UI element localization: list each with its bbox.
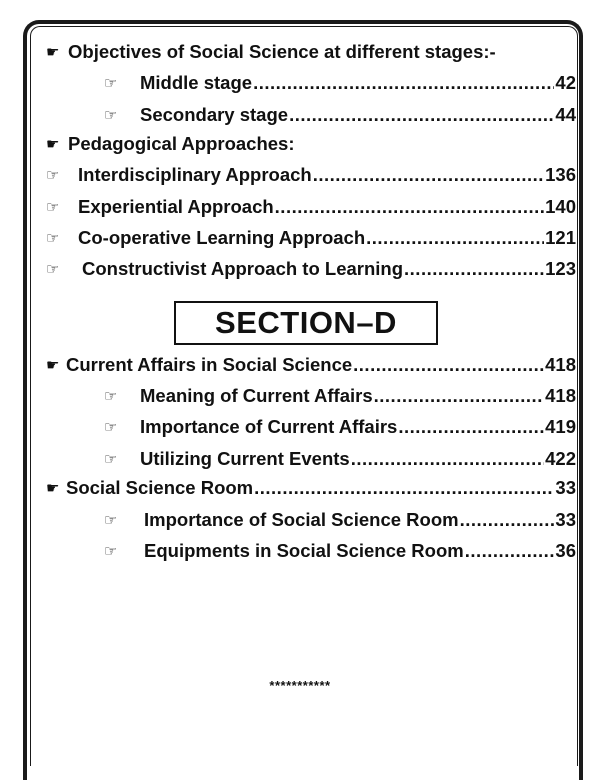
toc-label: Importance of Social Science Room [144,509,459,530]
dot-leader [351,448,544,470]
pointing-hand-icon: ☞ [104,75,118,92]
toc-heading-objectives [46,39,582,65]
dot-leader [289,104,554,126]
toc-entry-meaning-current-affairs [104,383,576,409]
dot-leader [465,540,555,562]
dot-leader [366,227,544,249]
toc-label: Pedagogical Approaches: [68,133,295,154]
toc-entry-secondary-stage [104,102,576,128]
pointing-hand-icon: ☞ [104,512,118,529]
toc-page-number: 42 [555,72,576,93]
toc-page-number: 44 [555,104,576,125]
toc-label: Social Science Room [66,477,254,498]
toc-label: Current Affairs in Social Science [66,354,353,375]
dot-leader [353,354,544,376]
footer-stars: *********** [269,678,331,693]
toc-page-number: 136 [545,164,576,185]
toc-page-number: 36 [555,540,576,561]
toc-entry-middle-stage [104,70,576,96]
toc-label: Equipments in Social Science Room [144,540,464,561]
toc-label: Middle stage [140,72,253,93]
pointing-hand-icon: ☞ [104,388,118,405]
toc-label: Interdisciplinary Approach [78,164,312,185]
toc-entry-experiential [46,194,576,220]
toc-label: Secondary stage [140,104,289,125]
hand-bullet-icon: ☛ [46,136,60,153]
toc-entry-constructivist [46,256,576,282]
toc-page-number: 123 [545,258,576,279]
pointing-hand-icon: ☞ [46,230,60,247]
pointing-hand-icon: ☞ [46,167,60,184]
dot-leader [404,258,544,280]
toc-heading-current-affairs [46,352,576,378]
toc-entry-importance-room [104,507,576,533]
toc-page-number: 418 [545,385,576,406]
dot-leader [313,164,544,186]
hand-bullet-icon: ☛ [46,480,60,497]
toc-page-number: 422 [545,448,576,469]
section-heading: SECTION–D [174,301,438,345]
toc-page-number: 33 [555,509,576,530]
toc-heading-pedagogical [46,131,582,157]
toc-entry-utilizing-current-events [104,446,576,472]
pointing-hand-icon: ☞ [104,107,118,124]
toc-heading-social-science-room [46,475,576,501]
toc-label: Importance of Current Affairs [140,416,398,437]
toc-entry-equipments-room [104,538,576,564]
hand-bullet-icon: ☛ [46,357,60,374]
dot-leader [254,477,554,499]
pointing-hand-icon: ☞ [46,199,60,216]
pointing-hand-icon: ☞ [104,451,118,468]
toc-label: Utilizing Current Events [140,448,350,469]
toc-page-number: 418 [545,354,576,375]
pointing-hand-icon: ☞ [46,261,60,278]
dot-leader [275,196,544,218]
toc-page-number: 121 [545,227,576,248]
toc-label: Co-operative Learning Approach [78,227,366,248]
hand-bullet-icon: ☛ [46,44,60,61]
dot-leader [253,72,554,94]
dot-leader [374,385,544,407]
dot-leader [398,416,544,438]
toc-entry-importance-current-affairs [104,414,576,440]
toc-page-number: 419 [545,416,576,437]
dot-leader [460,509,555,531]
pointing-hand-icon: ☞ [104,543,118,560]
toc-label: Meaning of Current Affairs [140,385,373,406]
toc-label: Constructivist Approach to Learning [82,258,404,279]
toc-label: Objectives of Social Science at different stages:- [68,41,496,62]
toc-label: Experiential Approach [78,196,274,217]
toc-entry-interdisciplinary [46,162,576,188]
toc-page-number: 140 [545,196,576,217]
toc-page-number: 33 [555,477,576,498]
toc-entry-cooperative [46,225,576,251]
pointing-hand-icon: ☞ [104,419,118,436]
